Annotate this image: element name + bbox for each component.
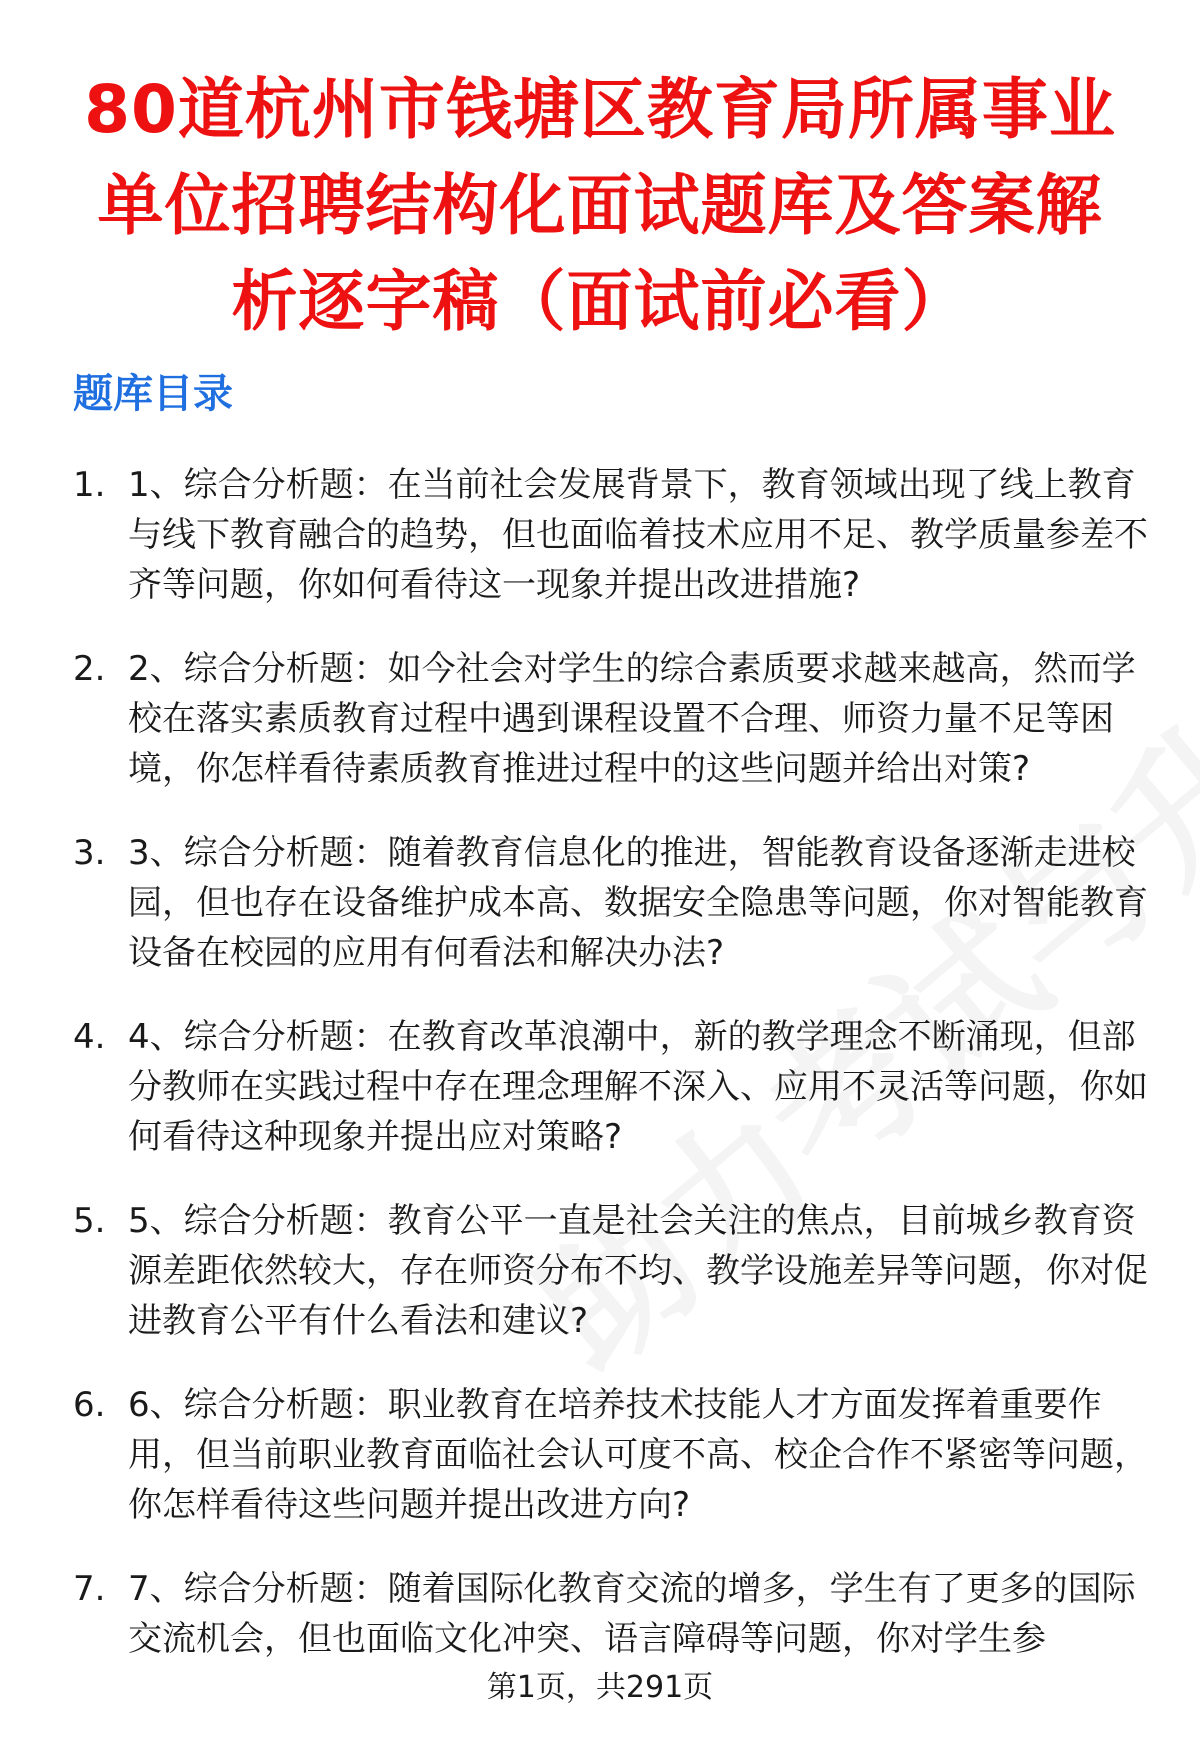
list-item-text: 4、综合分析题：在教育改革浪潮中，新的教学理念不断涌现，但部分教师在实践过程中存在理念理解不深入、应用不灵活等问题，你如何看待这种现象并提出应对策略? [128,1017,1148,1157]
list-item-number: 3. [73,833,106,873]
list-item-number: 4. [73,1017,106,1057]
page-number: 第1页，共291页 [486,1670,714,1705]
list-item-text: 7、综合分析题：随着国际化教育交流的增多，学生有了更多的国际交流机会，但也面临文化冲突、语言障碍等问题，你对学生参 [128,1569,1136,1659]
list-item-number: 6. [73,1385,106,1425]
list-item [0,1564,1200,1664]
list-item-text: 3、综合分析题：随着教育信息化的推进，智能教育设备逐渐走进校园，但也存在设备维护成本高、数据安全隐患等问题，你对智能教育设备在校园的应用有何看法和解决办法? [128,833,1148,973]
list-item [0,1196,1200,1346]
list-item-text: 1、综合分析题：在当前社会发展背景下，教育领域出现了线上教育与线下教育融合的趋势，但也面临着技术应用不足、教学质量参差不齐等问题，你如何看待这一现象并提出改进措施? [128,465,1148,605]
list-item [0,644,1200,794]
list-item-number: 7. [73,1569,106,1609]
list-item-number: 2. [73,649,106,689]
toc-heading: 题库目录 [73,371,233,417]
document-title: 80道杭州市钱塘区教育局所属事业单位招聘结构化面试题库及答案解析逐字稿（面试前必看） [84,71,1116,340]
list-item-text: 2、综合分析题：如今社会对学生的综合素质要求越来越高，然而学校在落实素质教育过程中遇到课程设置不合理、师资力量不足等困境，你怎样看待素质教育推进过程中的这些问题并给出对策? [128,649,1136,789]
list-item [0,460,1200,610]
list-item-text: 6、综合分析题：职业教育在培养技术技能人才方面发挥着重要作用，但当前职业教育面临社会认可度不高、校企合作不紧密等问题，你怎样看待这些问题并提出改进方向? [128,1385,1148,1525]
page-footer [0,1660,1200,1755]
list-item [0,1012,1200,1162]
question-list [0,460,1200,1698]
list-item-number: 5. [73,1201,106,1241]
list-item [0,828,1200,978]
list-item [0,1380,1200,1530]
list-item-text: 5、综合分析题：教育公平一直是社会关注的焦点，目前城乡教育资源差距依然较大，存在师资分布不均、教学设施差异等问题，你对促进教育公平有什么看法和建议? [128,1201,1148,1341]
list-item-number: 1. [73,465,106,505]
